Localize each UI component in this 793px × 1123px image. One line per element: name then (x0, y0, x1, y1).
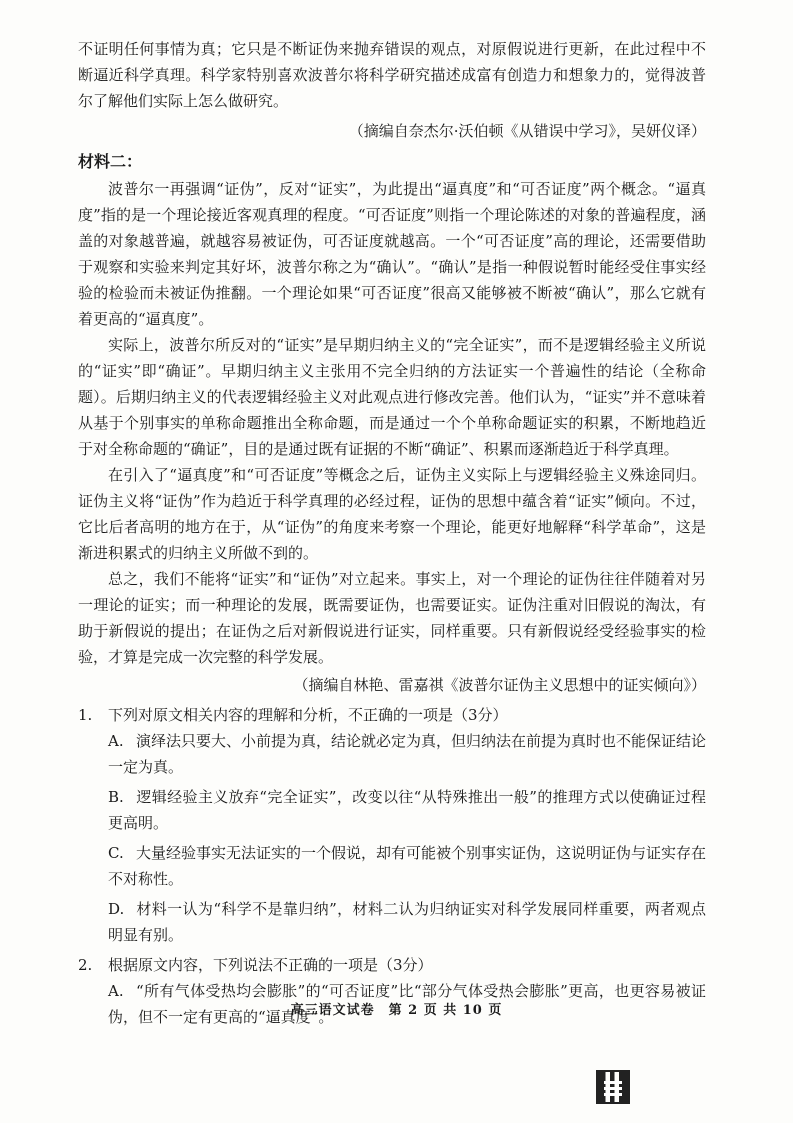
option-c (108, 840, 706, 892)
question-number: 1. (78, 706, 93, 724)
option-letter: D. (108, 900, 125, 918)
source-citation-1: （摘编自奈杰尔·沃伯顿《从错误中学习》，吴妍仪译） (348, 122, 706, 140)
option-a (108, 728, 706, 780)
question-2 (78, 952, 706, 978)
page-footer: 高三语文试卷 第 2 页 共 10 页 (290, 1003, 503, 1018)
option-letter: B. (108, 788, 124, 806)
option-text: 大量经验事实无法证实的一个假说，却有可能被个别事实证伪，这说明证伪与证实存在不对称性。 (108, 844, 707, 888)
option-letter: A. (108, 982, 124, 1000)
option-letter: A. (108, 732, 124, 750)
material2-paragraph-3: 在引入了“逼真度”和“可否证度”等概念之后，证伪主义实际上与逻辑经验主义殊途同归。证伪主义将“证伪”作为趋近于科学真理的必经过程，证伪的思想中蕴含着“证实”倾向。不过，它比后者高明的地方在于，从“证伪”的角度来考察一个理论，能更好地解释“科学革命”，这是渐进积累式的归纳主义所做不到的。 (78, 466, 706, 562)
option-letter: C. (108, 844, 124, 862)
source-citation-2: （摘编自林艳、雷嘉祺《波普尔证伪主义思想中的证实倾向》） (293, 676, 706, 694)
qr-code-icon (596, 1070, 630, 1104)
question-1-options (108, 728, 706, 948)
option-text: 逻辑经验主义放弃“完全证实”，改变以往“从特殊推出一般”的推理方式以使确证过程更高明。 (108, 788, 706, 832)
question-stem: 根据原文内容，下列说法不正确的一项是（3分） (108, 956, 433, 974)
material2-paragraph-4: 总之，我们不能将“证实”和“证伪”对立起来。事实上，对一个理论的证伪往往伴随着对另一理论的证实；而一种理论的发展，既需要证伪，也需要证实。证伪注重对旧假说的淘汰，有助于新假说的提出；在证伪之后对新假说进行证实，同样重要。只有新假说经受经验事实的检验，才算是完成一次完整的科学发展。 (78, 570, 706, 666)
option-text: 演绎法只要大、小前提为真，结论就必定为真，但归纳法在前提为真时也不能保证结论一定为真。 (108, 732, 707, 776)
question-number: 2. (78, 956, 93, 974)
option-d (108, 896, 706, 948)
option-b (108, 784, 706, 836)
question-1 (78, 702, 706, 728)
question-stem: 下列对原文相关内容的理解和分析，不正确的一项是（3分） (108, 706, 508, 724)
intro-paragraph: 不证明任何事情为真；它只是不断证伪来抛弃错误的观点，对原假说进行更新，在此过程中不断逼近科学真理。科学家特别喜欢波普尔将科学研究描述成富有创造力和想象力的，觉得波普尔了解他们实际上怎么做研究。 (78, 40, 706, 110)
material2-paragraph-1: 波普尔一再强调“证伪”，反对“证实”，为此提出“逼真度”和“可否证度”两个概念。“逼真度”指的是一个理论接近客观真理的程度。“可否证度”则指一个理论陈述的对象的普遍程度，涵盖的对象越普遍，就越容易被证伪，可否证度就越高。一个“可否证度”高的理论，还需要借助于观察和实验来判定其好坏，波普尔称之为“确认”。“确认”是指一种假说暂时能经受住事实经验的检验而未被证伪推翻。一个理论如果“可否证度”很高又能够被不断被“确认”，那么它就有着更高的“逼真度”。 (78, 180, 706, 328)
material2-heading: 材料二： (78, 152, 143, 171)
material2-paragraph-2: 实际上，波普尔所反对的“证实”是早期归纳主义的“完全证实”，而不是逻辑经验主义所说的“证实”即“确证”。早期归纳主义主张用不完全归纳的方法证实一个普遍性的结论（全称命题）。后期归纳主义的代表逻辑经验主义对此观点进行修改完善。他们认为，“证实”并不意味着从基于个别事实的单称命题推出全称命题，而是通过一个个单称命题证实的积累，不断地趋近于对全称命题的“确证”，目的是通过既有证据的不断“确证”、积累而逐渐趋近于科学真理。 (78, 336, 706, 458)
page-content (78, 36, 706, 1034)
option-text: 材料一认为“科学不是靠归纳”，材料二认为归纳证实对科学发展同样重要，两者观点明显有别。 (108, 900, 706, 944)
option-text: “所有气体受热均会膨胀”的“可否证度”比“部分气体受热会膨胀”更高，也更容易被证伪，但不一定有更高的“逼真度”。 (108, 982, 706, 1026)
